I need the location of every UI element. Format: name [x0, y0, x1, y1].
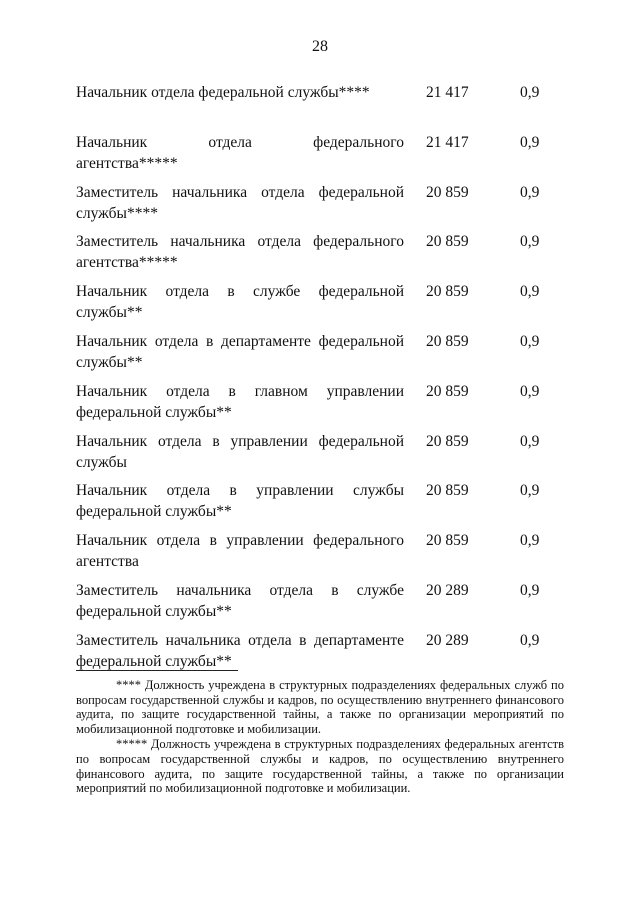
table-row [76, 530, 576, 580]
coefficient-value: 0,9 [520, 183, 540, 201]
position-title-line-2: службы [76, 453, 127, 471]
position-title-line-2: агентства***** [76, 254, 178, 272]
position-title [76, 630, 404, 672]
table-row [76, 82, 576, 132]
position-title-line-2: службы** [76, 304, 143, 322]
position-title [76, 530, 404, 572]
salary-value: 20 859 [426, 482, 469, 500]
table-row [76, 132, 576, 182]
table-row [76, 630, 576, 680]
position-title-line-1: Начальник отдела федерального [76, 133, 404, 151]
coefficient-value: 0,9 [520, 233, 540, 251]
table-row [76, 580, 576, 630]
position-title [76, 431, 404, 473]
salary-value: 20 859 [426, 432, 469, 450]
table-row [76, 182, 576, 232]
table-row [76, 281, 576, 331]
position-title-line-1: Начальник отдела в службе федеральной [76, 283, 404, 301]
position-title-line-1: Начальник отдела в департаменте федеральной [76, 332, 404, 350]
coefficient-value: 0,9 [520, 532, 540, 550]
position-title-line-1: Заместитель начальника отдела в службе [76, 581, 404, 599]
table-row [76, 431, 576, 481]
position-title [76, 480, 404, 522]
coefficient-value: 0,9 [520, 133, 540, 151]
table-row [76, 480, 576, 530]
position-title-line-2: агентства [76, 553, 139, 571]
position-title-line-1: Начальник отдела в управлении федеральной [76, 432, 404, 450]
coefficient-value: 0,9 [520, 283, 540, 301]
coefficient-value: 0,9 [520, 631, 540, 649]
coefficient-value: 0,9 [520, 84, 540, 101]
position-title-line-1: Начальник отдела в управлении службы [76, 482, 404, 500]
salary-value: 21 417 [426, 133, 469, 151]
position-title [76, 331, 404, 373]
coefficient-value: 0,9 [520, 382, 540, 400]
footnote-4-stars: **** Должность учреждена в структурных подразделениях федеральных служб по вопросам государственной службы и кадров, по осуществлению внутреннего финансового аудита, по защите государственной тайны, а также по организации мероприятий по мобилизационной подготовке и мобилизации. [76, 678, 564, 736]
position-title-line-1: Начальник отдела в управлении федерального [76, 532, 404, 550]
table-row [76, 331, 576, 381]
salary-value: 20 859 [426, 532, 469, 550]
position-title [76, 231, 404, 273]
position-title-line-1: Заместитель начальника отдела федеральной [76, 183, 404, 201]
coefficient-value: 0,9 [520, 332, 540, 350]
page-number: 28 [312, 38, 328, 55]
coefficient-value: 0,9 [520, 581, 540, 599]
table-row [76, 231, 576, 281]
salary-value: 20 859 [426, 332, 469, 350]
position-title-line-1: Начальник отдела федеральной службы**** [76, 84, 370, 101]
salary-value: 20 289 [426, 581, 469, 599]
positions-table [76, 82, 576, 680]
position-title [76, 381, 404, 423]
position-title-line-2: федеральной службы** [76, 503, 232, 521]
position-title [76, 132, 404, 174]
position-title-line-2: федеральной службы** [76, 602, 232, 620]
position-title [76, 182, 404, 224]
position-title-line-2: федеральной службы** [76, 403, 232, 421]
position-title [76, 82, 404, 103]
salary-value: 20 859 [426, 283, 469, 301]
salary-value: 20 859 [426, 233, 469, 251]
footnotes [76, 678, 564, 797]
salary-value: 20 289 [426, 631, 469, 649]
table-row [76, 381, 576, 431]
salary-value: 20 859 [426, 183, 469, 201]
footnote-divider [76, 670, 238, 671]
position-title [76, 580, 404, 622]
position-title-line-2: федеральной службы** [76, 652, 232, 670]
position-title-line-1: Начальник отдела в главном управлении [76, 382, 404, 400]
position-title-line-2: службы** [76, 353, 143, 371]
position-title-line-1: Заместитель начальника отдела в департаменте [76, 631, 404, 649]
position-title-line-1: Заместитель начальника отдела федерального [76, 233, 404, 251]
coefficient-value: 0,9 [520, 482, 540, 500]
position-title-line-2: агентства***** [76, 154, 178, 172]
position-title [76, 281, 404, 323]
coefficient-value: 0,9 [520, 432, 540, 450]
position-title-line-2: службы**** [76, 204, 158, 222]
salary-value: 21 417 [426, 84, 469, 101]
footnote-5-stars: ***** Должность учреждена в структурных подразделениях федеральных агентств по вопросам государственной службы и кадров, по осуществлению внутреннего финансового аудита, по защите государственной тайны, а также по организации мероприятий по мобилизационной подготовке и мобилизации. [76, 737, 564, 796]
salary-value: 20 859 [426, 382, 469, 400]
